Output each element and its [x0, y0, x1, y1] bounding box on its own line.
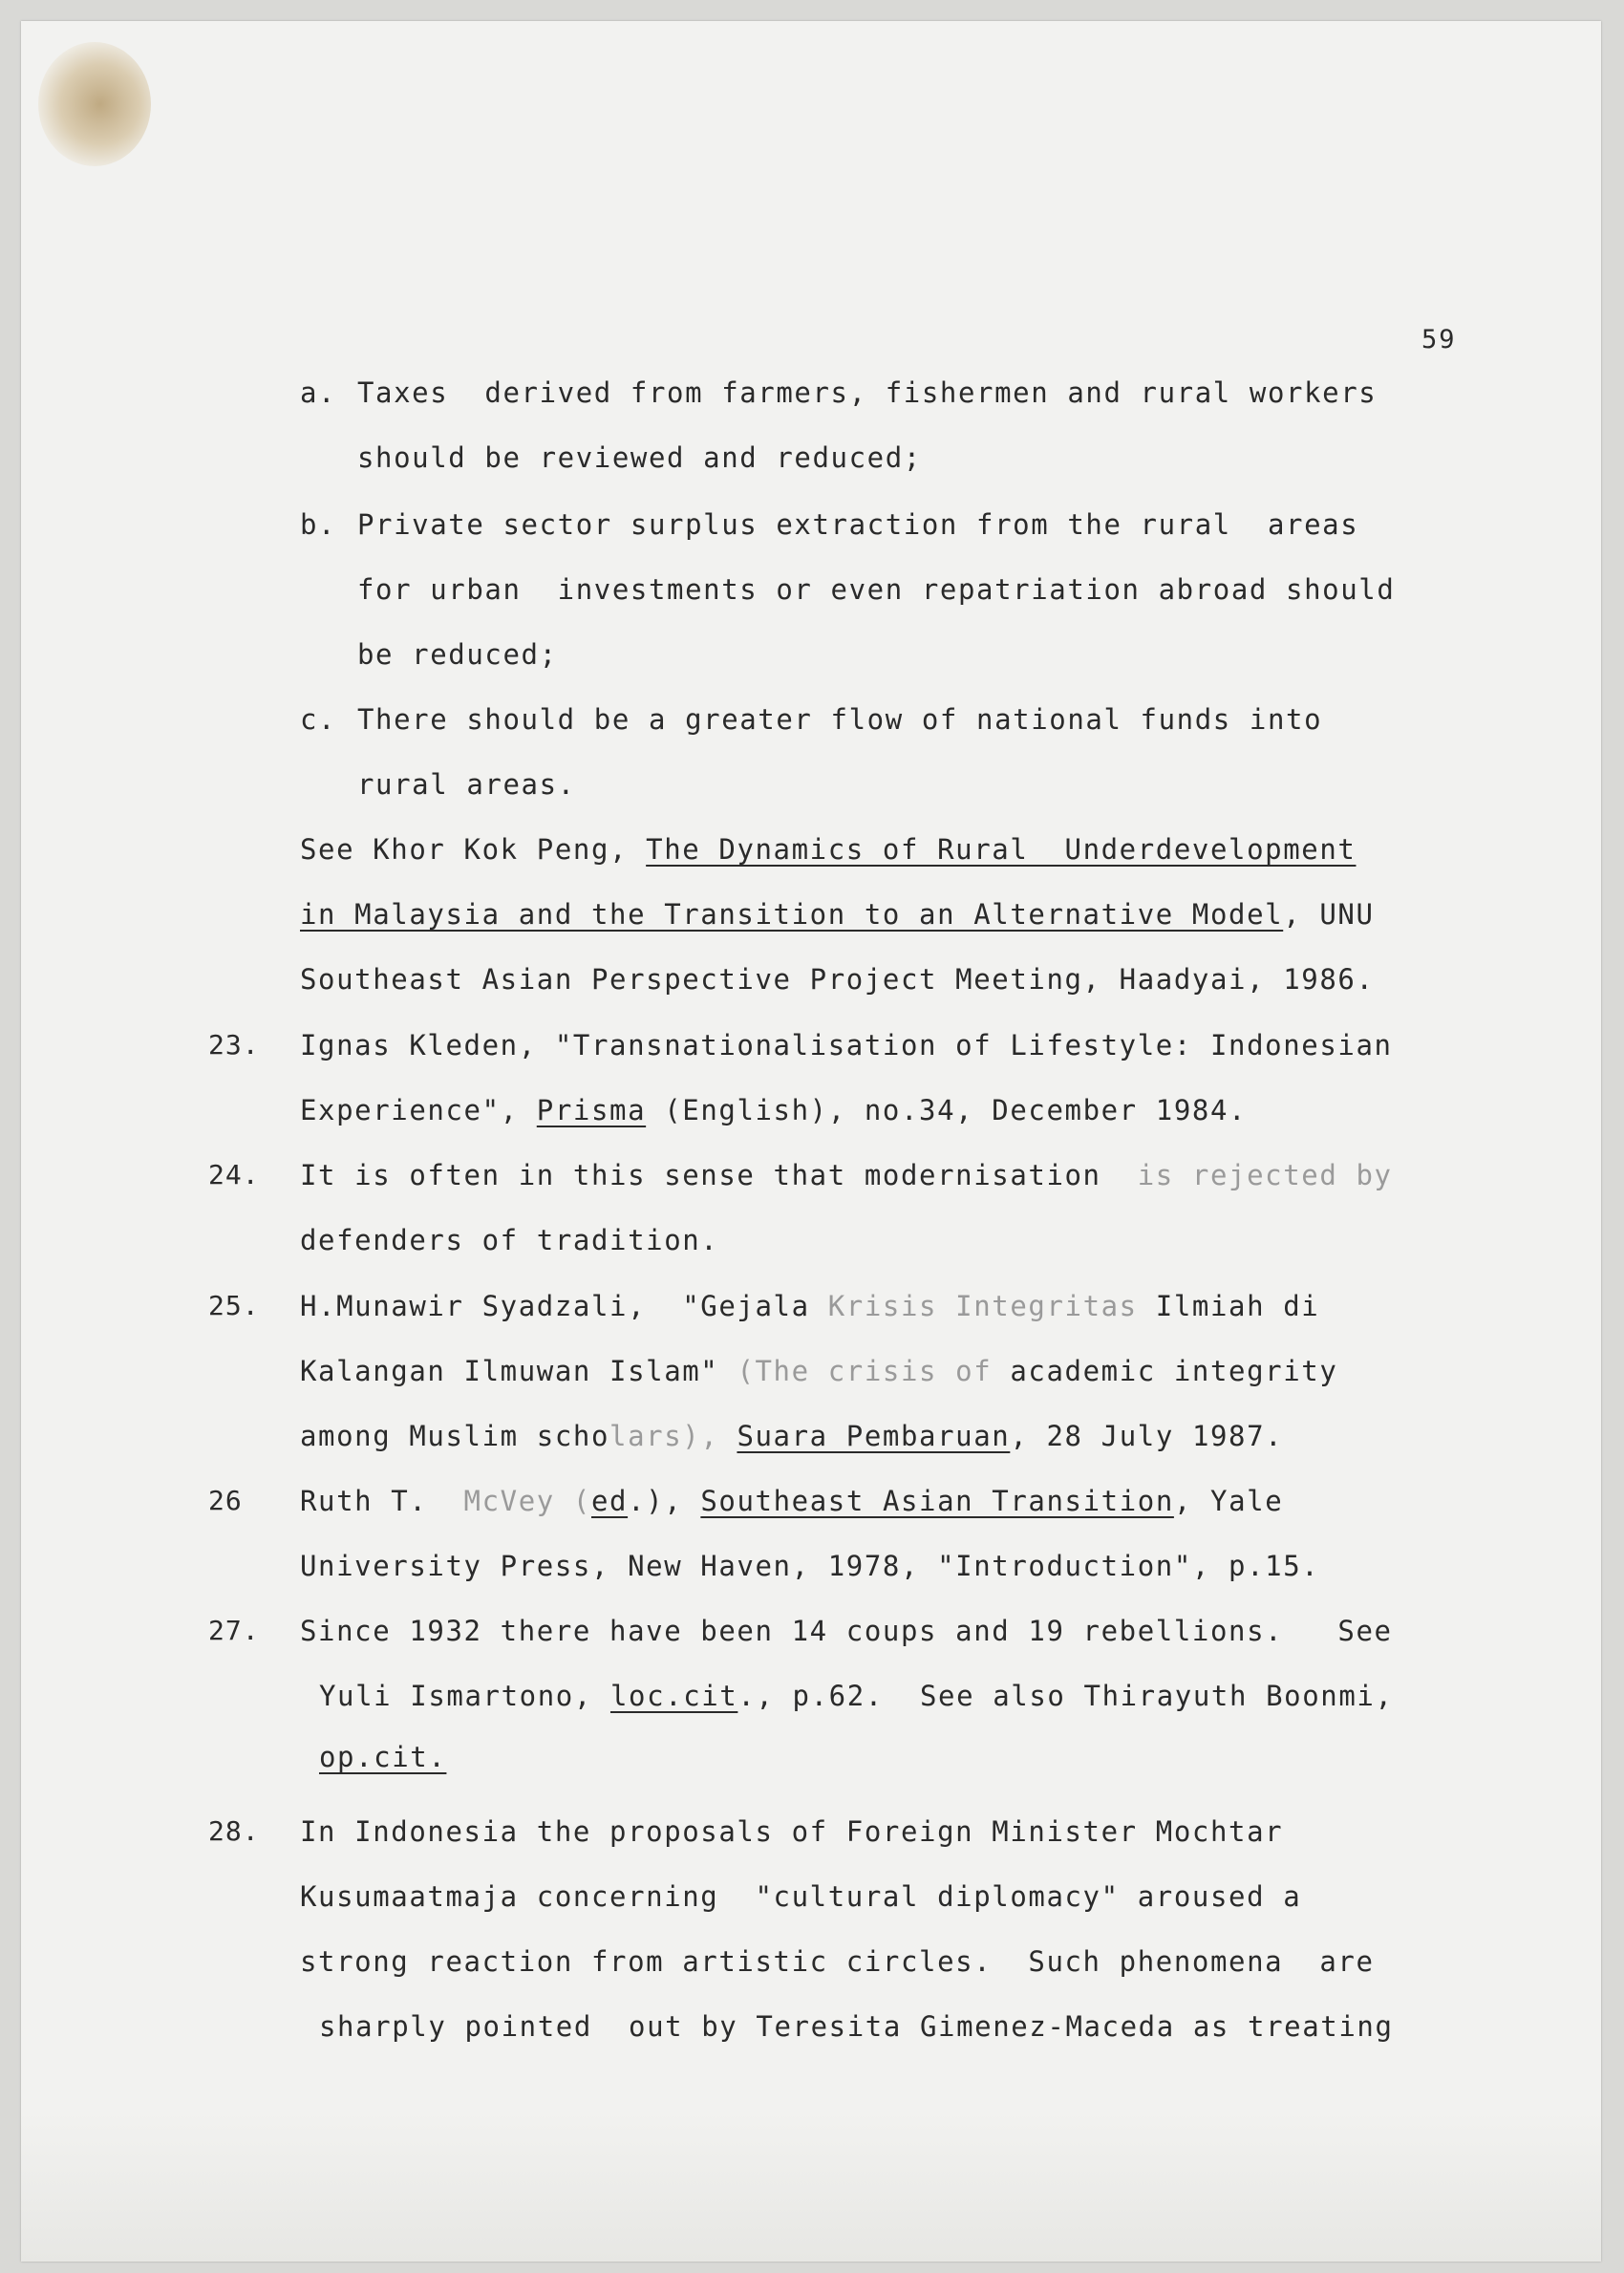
note-25-text-e: among Muslim scho — [300, 1420, 610, 1452]
note-23-details: (English), no.34, December 1984. — [646, 1094, 1248, 1126]
note-25-faded-c: lars), — [609, 1420, 737, 1452]
item-a-line-2: should be reviewed and reduced; — [357, 441, 922, 474]
note-26-line-2: University Press, New Haven, 1978, "Introduction", p.15. — [300, 1550, 1320, 1582]
note-26-author: Ruth T. — [300, 1485, 464, 1517]
item-b-line-1: Private sector surplus extraction from the rural areas — [357, 508, 1359, 541]
see-reference-line-2 — [300, 898, 1375, 931]
stain-mark — [38, 42, 151, 166]
document-page — [21, 21, 1601, 2262]
note-25-line-3 — [300, 1420, 1283, 1452]
see-reference-publisher: , UNU — [1283, 898, 1375, 931]
item-c-line-2: rural areas. — [357, 768, 576, 801]
note-number-25: 25. — [208, 1290, 260, 1321]
see-reference-title: The Dynamics of Rural Underdevelopment — [646, 833, 1357, 866]
note-25-text-c: Kalangan Ilmuwan Islam" — [300, 1355, 737, 1387]
note-28-line-4: sharply pointed out by Teresita Gimenez-Maceda as treating — [319, 2010, 1394, 2043]
note-25-faded-b: (The crisis of — [737, 1355, 993, 1387]
page-number: 59 — [1421, 325, 1457, 354]
note-25-date: , 28 July 1987. — [1010, 1420, 1284, 1452]
see-reference-title-cont: in Malaysia and the Transition to an Alternative Model — [300, 898, 1284, 931]
note-28-line-3: strong reaction from artistic circles. Such phenomena are — [300, 1945, 1375, 1978]
note-23-text: Experience", — [300, 1094, 537, 1126]
note-number-28: 28. — [208, 1815, 260, 1847]
note-27-loc-cit: loc.cit — [609, 1680, 738, 1712]
note-25-text-b: Ilmiah di — [1137, 1290, 1320, 1322]
note-26-ed: ed — [590, 1485, 629, 1517]
item-a-label: a. — [300, 376, 337, 409]
item-c-label: c. — [300, 703, 337, 736]
note-27-details: ., p.62. See also Thirayuth Boonmi, — [737, 1680, 1394, 1712]
note-23-line-1: Ignas Kleden, "Transnationalisation of Lifestyle: Indonesian — [300, 1029, 1393, 1061]
item-b-label: b. — [300, 508, 337, 541]
note-26-faded: McVey ( — [463, 1485, 591, 1517]
note-28-line-1: In Indonesia the proposals of Foreign Minister Mochtar — [300, 1815, 1284, 1848]
note-27-line-2 — [319, 1680, 1394, 1712]
see-reference-text: See Khor Kok Peng, — [300, 833, 647, 866]
note-25-line-2 — [300, 1355, 1337, 1387]
note-number-26: 26 — [208, 1485, 243, 1516]
note-27-op-cit: op.cit. — [319, 1741, 447, 1773]
note-26-publisher: , Yale — [1173, 1485, 1284, 1517]
note-24-line-1 — [300, 1159, 1393, 1191]
item-b-line-2: for urban investments or even repatriation abroad should — [357, 573, 1396, 606]
scan-shadow — [21, 2109, 1601, 2262]
note-number-23: 23. — [208, 1029, 260, 1061]
note-24-text: It is often in this sense that modernisation — [300, 1159, 1138, 1191]
note-27-author: Yuli Ismartono, — [319, 1680, 610, 1712]
item-c-line-1: There should be a greater flow of national funds into — [357, 703, 1323, 736]
see-reference-line-3: Southeast Asian Perspective Project Meeting, Haadyai, 1986. — [300, 963, 1375, 996]
note-23-journal: Prisma — [536, 1094, 647, 1126]
note-26-line-1 — [300, 1485, 1283, 1517]
note-number-24: 24. — [208, 1159, 260, 1190]
note-27-line-3 — [319, 1741, 446, 1773]
item-a-line-1: Taxes derived from farmers, fishermen and rural workers — [357, 376, 1378, 409]
note-26-paren: .), — [628, 1485, 701, 1517]
note-27-line-1: Since 1932 there have been 14 coups and 19 rebellions. See — [300, 1615, 1393, 1647]
note-25-newspaper: Suara Pembaruan — [737, 1420, 1011, 1452]
note-28-line-2: Kusumaatmaja concerning "cultural diplomacy" aroused a — [300, 1880, 1302, 1913]
note-25-line-1 — [300, 1290, 1319, 1322]
note-26-title: Southeast Asian Transition — [700, 1485, 1174, 1517]
note-25-text-a: H.Munawir Syadzali, "Gejala — [300, 1290, 828, 1322]
note-24-line-2: defenders of tradition. — [300, 1224, 719, 1256]
note-number-27: 27. — [208, 1615, 260, 1646]
note-25-text-d: academic integrity — [992, 1355, 1338, 1387]
item-b-line-3: be reduced; — [357, 638, 558, 671]
note-25-faded-a: Krisis Integritas — [827, 1290, 1138, 1322]
note-24-faded-text: is rejected by — [1137, 1159, 1393, 1191]
see-reference-line-1 — [300, 833, 1356, 866]
note-23-line-2 — [300, 1094, 1247, 1126]
